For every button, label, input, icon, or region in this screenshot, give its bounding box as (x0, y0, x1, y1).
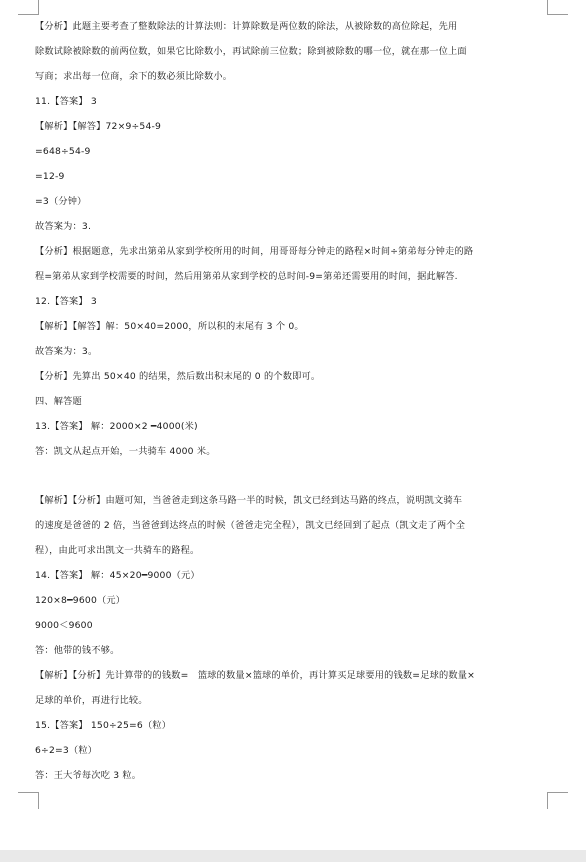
text-line: =3（分钟） (35, 196, 87, 207)
text-line: 9000＜9600 (35, 620, 93, 631)
text-line: 足球的单价，再进行比较。 (35, 695, 148, 706)
text-line: 【解析】【解答】解：50×40=2000，所以积的末尾有 3 个 0。 (35, 321, 304, 332)
text-line: 故答案为：3. (35, 221, 92, 232)
text-line: =648÷54-9 (35, 146, 91, 157)
document-body (35, 14, 555, 788)
text-line: 6÷2=3（粒） (35, 745, 98, 756)
answer-heading-12: 12.【答案】 3 (35, 296, 97, 307)
text-line: =12-9 (35, 171, 65, 182)
text-line: 故答案为：3。 (35, 346, 98, 357)
text-line: 答：凯文从起点开始，一共骑车 4000 米。 (35, 446, 216, 457)
answer-heading-15: 15.【答案】 150÷25=6（粒） (35, 720, 172, 731)
text-line: 【分析】此题主要考查了整数除法的计算法则：计算除数是两位数的除法，从被除数的高位除起，先用 (35, 21, 458, 32)
text-line: 【解析】【分析】由题可知，当爸爸走到这条马路一半的时候，凯文已经到达马路的终点，说明凯文骑车 (35, 495, 463, 506)
text-line: 程），由此可求出凯文一共骑车的路程。 (35, 545, 200, 556)
text-line: 120×8━9600（元） (35, 595, 126, 606)
text-line: 【分析】根据题意，先求出第弟从家到学校所用的时间，用哥哥每分钟走的路程×时间÷第弟每分钟走的路 (35, 246, 474, 257)
margin-mark-top-right (547, 0, 568, 15)
margin-mark-top-left (18, 0, 39, 15)
text-line: 程=第弟从家到学校需要的时间，然后用第弟从家到学校的总时间-9=第弟还需要用的时间，据此解答. (35, 271, 458, 282)
answer-heading-13: 13.【答案】 解：2000×2 ━4000(米) (35, 421, 198, 432)
margin-mark-bottom-left (18, 792, 39, 809)
text-line: 的速度是爸爸的 2 倍，当爸爸到达终点的时候（爸爸走完全程），凯文已经回到了起点（凯文走了两个全 (35, 520, 466, 531)
text-line: 【解析】【分析】先计算带的的钱数= 篮球的数量×篮球的单价，再计算买足球要用的钱数=足球的数量× (35, 670, 476, 681)
text-line: 答：王大爷每次吃 3 粒。 (35, 770, 142, 781)
blank-line (35, 464, 555, 488)
margin-mark-bottom-right (547, 792, 568, 809)
answer-heading-14: 14.【答案】 解：45×20━9000（元） (35, 570, 200, 581)
text-line: 写商；求出每一位商，余下的数必须比除数小。 (35, 71, 233, 82)
section-heading: 四、解答题 (35, 396, 82, 407)
text-line: 除数试除被除数的前两位数，如果它比除数小，再试除前三位数；除到被除数的哪一位，就在那一位上面 (35, 46, 467, 57)
text-line: 【解析】【解答】72×9÷54-9 (35, 121, 162, 132)
text-line: 【分析】先算出 50×40 的结果，然后数出积末尾的 0 的个数即可。 (35, 371, 321, 382)
answer-heading-11: 11.【答案】 3 (35, 96, 97, 107)
text-line: 答：他带的钱不够。 (35, 645, 120, 656)
